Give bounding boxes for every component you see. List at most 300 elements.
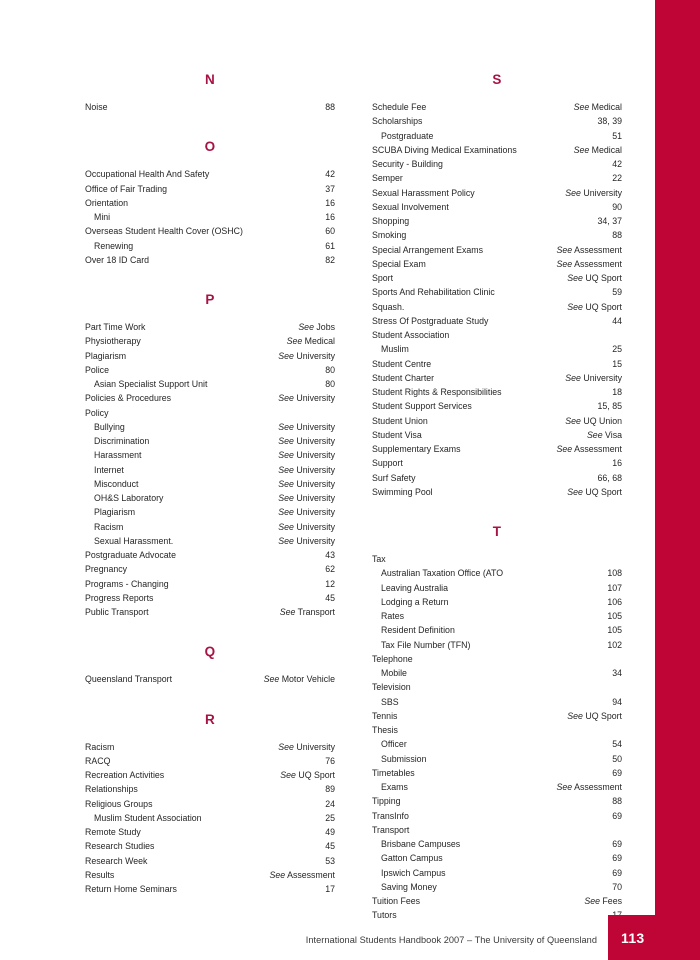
index-leader-dots <box>420 472 598 481</box>
index-page-reference: 16 <box>325 197 335 208</box>
index-leader-dots <box>431 358 612 367</box>
index-entry[interactable] <box>372 200 622 214</box>
index-leader-dots <box>506 386 613 395</box>
index-entry[interactable] <box>85 562 335 576</box>
index-page-reference: 60 <box>325 226 335 237</box>
index-column-right <box>372 72 622 923</box>
index-page-reference: 42 <box>612 159 622 169</box>
see-label: See <box>278 421 294 432</box>
index-entry[interactable] <box>372 766 622 780</box>
index-entry[interactable] <box>85 377 335 391</box>
index-entry[interactable] <box>85 349 335 363</box>
index-entry-label: Tipping <box>372 796 401 807</box>
index-leader-dots <box>177 535 276 544</box>
index-entry[interactable] <box>85 505 335 519</box>
index-entry-label: TransInfo <box>372 810 409 821</box>
index-leader-dots <box>142 783 325 792</box>
see-label: See <box>278 741 294 752</box>
index-entry-list <box>372 552 622 923</box>
index-entry-label: Australian Taxation Office (ATO <box>381 568 504 579</box>
index-page-reference: 44 <box>612 315 622 326</box>
index-entry[interactable] <box>372 880 622 894</box>
index-cross-reference: See Jobs <box>298 322 335 332</box>
index-entry[interactable] <box>372 414 622 428</box>
index-entry-label: Lodging a Return <box>381 596 449 607</box>
see-label: See <box>278 450 294 461</box>
index-page-reference: 45 <box>325 841 335 852</box>
index-entry-label: Misconduct <box>94 478 139 489</box>
index-entry[interactable] <box>372 157 622 171</box>
index-entry[interactable] <box>85 797 335 811</box>
index-page-reference: 37 <box>325 183 335 194</box>
index-entry-label: Officer <box>381 739 407 750</box>
index-leader-dots <box>156 798 325 807</box>
index-entry[interactable] <box>372 566 622 580</box>
index-leader-dots <box>413 215 597 224</box>
index-entry-label: SBS <box>381 696 399 707</box>
index-entry[interactable] <box>372 680 622 694</box>
index-entry[interactable] <box>372 399 622 413</box>
index-cross-reference: See Medical <box>573 102 622 112</box>
index-entry[interactable] <box>372 114 622 128</box>
index-entry[interactable] <box>372 485 622 499</box>
index-leader-dots <box>114 755 325 764</box>
index-leader-dots <box>447 852 613 861</box>
index-leader-dots <box>125 421 276 430</box>
see-label: See <box>565 372 581 383</box>
index-page-reference: 38, 39 <box>597 116 622 127</box>
index-entry[interactable] <box>372 652 622 666</box>
index-leader-dots <box>433 486 566 495</box>
index-page-reference: 105 <box>607 611 622 621</box>
index-page-reference: 69 <box>612 810 622 821</box>
index-entry-label: Tennis <box>372 710 398 721</box>
index-entry[interactable] <box>372 271 622 285</box>
index-entry[interactable] <box>85 740 335 754</box>
index-entry-label: Discrimination <box>94 436 150 446</box>
index-leader-dots <box>123 521 276 530</box>
index-entry-label: Squash. <box>372 301 405 312</box>
index-cross-reference: See University <box>565 372 622 383</box>
index-entry[interactable] <box>372 285 622 299</box>
see-label: See <box>298 322 314 332</box>
index-leader-dots <box>153 254 325 263</box>
index-entry-label: Student Charter <box>372 372 435 383</box>
index-entry[interactable] <box>372 666 622 680</box>
index-leader-dots <box>441 881 612 890</box>
index-entry-list <box>85 167 335 267</box>
index-entry[interactable] <box>372 837 622 851</box>
index-leader-dots <box>153 606 278 615</box>
index-leader-dots <box>403 172 612 181</box>
index-entry-label: Renewing <box>94 240 134 251</box>
index-page-reference: 16 <box>325 212 335 222</box>
index-entry[interactable] <box>85 839 335 853</box>
index-page-reference: 80 <box>325 379 335 389</box>
index-entry[interactable] <box>372 894 622 908</box>
index-leader-dots <box>428 415 564 424</box>
index-entry[interactable] <box>372 129 622 143</box>
index-entry-label: Police <box>85 364 109 375</box>
index-entry-label: Semper <box>372 173 403 184</box>
index-entry[interactable] <box>372 638 622 652</box>
index-entry[interactable] <box>85 672 335 686</box>
index-leader-dots <box>118 869 267 878</box>
index-entry[interactable] <box>372 866 622 880</box>
index-entry[interactable] <box>85 182 335 196</box>
index-page-reference: 66, 68 <box>597 472 622 483</box>
index-entry-list <box>85 672 335 686</box>
index-entry[interactable] <box>85 548 335 562</box>
see-label: See <box>556 244 573 255</box>
index-entry[interactable] <box>372 186 622 200</box>
index-entry[interactable] <box>372 314 622 328</box>
index-page-reference: 108 <box>607 568 622 579</box>
see-label: See <box>278 436 294 446</box>
index-leader-dots <box>145 321 296 330</box>
index-entry[interactable] <box>85 754 335 768</box>
index-page-reference: 80 <box>325 364 335 375</box>
index-entry[interactable] <box>85 520 335 534</box>
index-entry[interactable] <box>85 491 335 505</box>
index-entry[interactable] <box>372 257 622 271</box>
index-leader-dots <box>206 812 326 821</box>
index-entry[interactable] <box>85 591 335 605</box>
index-entry[interactable] <box>372 794 622 808</box>
see-label: See <box>573 102 590 112</box>
index-entry-label: Harassment <box>94 450 142 461</box>
index-entry-label: Shopping <box>372 216 410 226</box>
index-leader-dots <box>408 301 565 310</box>
index-leader-dots <box>398 724 622 733</box>
index-leader-dots <box>397 710 565 719</box>
index-leader-dots <box>476 400 598 409</box>
index-entry-label: Sexual Harassment Policy <box>372 187 475 198</box>
index-entry-label: Student Association <box>372 330 450 340</box>
index-page-reference: 88 <box>612 796 622 807</box>
index-entry-label: Office of Fair Trading <box>85 183 167 194</box>
index-entry-label: Progress Reports <box>85 592 154 603</box>
index-leader-dots <box>409 824 622 833</box>
index-entry-label: Tax <box>372 554 386 564</box>
index-entry[interactable] <box>372 780 622 794</box>
index-entry[interactable] <box>85 196 335 210</box>
index-entry-label: Sexual Harassment. <box>94 535 174 546</box>
index-entry-label: Muslim <box>381 344 409 355</box>
see-label: See <box>263 674 280 685</box>
index-entry-label: Results <box>85 869 115 880</box>
index-entry[interactable] <box>372 456 622 470</box>
index-entry[interactable] <box>85 320 335 334</box>
index-page-reference: 88 <box>325 102 335 112</box>
index-leader-dots <box>173 578 326 587</box>
index-entry[interactable] <box>85 420 335 434</box>
index-entry-label: Ipswich Campus <box>381 867 446 878</box>
index-page-reference: 18 <box>612 387 622 397</box>
index-entry[interactable] <box>372 471 622 485</box>
index-entry[interactable] <box>85 854 335 868</box>
index-page-reference: 90 <box>612 201 622 212</box>
index-entry[interactable] <box>372 709 622 723</box>
index-page-reference: 49 <box>325 827 335 837</box>
see-label: See <box>567 710 583 721</box>
index-entry[interactable] <box>372 328 622 342</box>
index-entry[interactable] <box>372 595 622 609</box>
index-entry-label: Noise <box>85 102 108 112</box>
index-entry[interactable] <box>372 442 622 456</box>
index-entry[interactable] <box>85 811 335 825</box>
index-entry[interactable] <box>372 609 622 623</box>
letter-heading-o: O <box>204 139 216 155</box>
index-entry-label: Over 18 ID Card <box>85 254 150 265</box>
index-cross-reference: See University <box>278 741 335 752</box>
index-leader-dots <box>492 315 612 324</box>
index-page-reference: 94 <box>612 696 622 707</box>
index-page-reference: 34, 37 <box>597 216 622 226</box>
index-cross-reference: See University <box>278 436 335 446</box>
index-entry[interactable] <box>85 463 335 477</box>
index-leader-dots <box>126 350 276 359</box>
index-entry[interactable] <box>372 737 622 751</box>
index-entry-label: Occupational Health And Safety <box>85 169 210 180</box>
index-entry[interactable] <box>372 371 622 385</box>
index-page-reference: 89 <box>325 784 335 795</box>
index-leader-dots <box>426 115 597 124</box>
index-entry[interactable] <box>85 253 335 267</box>
index-cross-reference: See University <box>278 507 335 518</box>
index-page-reference: 59 <box>612 287 622 298</box>
see-label: See <box>278 535 294 546</box>
index-entry-label: Programs - Changing <box>85 578 169 589</box>
index-entry-label: Research Week <box>85 855 148 866</box>
index-entry[interactable] <box>372 908 622 922</box>
index-entry-label: Plagiarism <box>85 350 127 361</box>
index-leader-dots <box>386 553 622 562</box>
footer-caption: International Students Handbook 2007 – The University of Queensland <box>305 935 597 945</box>
index-entry-label: Muslim Student Association <box>94 812 202 823</box>
index-entry[interactable] <box>372 385 622 399</box>
index-entry[interactable] <box>372 581 622 595</box>
index-entry-label: Student Support Services <box>372 401 472 412</box>
see-label: See <box>573 144 590 155</box>
index-cross-reference: See University <box>278 421 335 432</box>
index-leader-dots <box>410 229 612 238</box>
index-leader-dots <box>437 130 612 139</box>
index-page-reference: 50 <box>612 753 622 764</box>
index-entry[interactable] <box>85 334 335 348</box>
index-entry-label: Sexual Involvement <box>372 201 449 212</box>
index-entry-label: Gatton Campus <box>381 853 443 864</box>
index-entry-label: Internet <box>94 464 124 475</box>
index-leader-dots <box>450 867 613 876</box>
index-entry-label: Smoking <box>372 230 407 241</box>
index-entry-list <box>85 100 335 114</box>
index-entry-label: Student Union <box>372 415 428 426</box>
index-entry[interactable] <box>372 552 622 566</box>
index-entry-label: Surf Safety <box>372 472 416 483</box>
index-entry-label: Swimming Pool <box>372 486 433 497</box>
index-cross-reference: See UQ Sport <box>567 273 622 283</box>
index-entry-label: Racism <box>85 741 115 752</box>
index-entry-label: Postgraduate <box>381 130 434 141</box>
see-label: See <box>556 258 573 269</box>
index-entry[interactable] <box>85 239 335 253</box>
index-entry[interactable] <box>85 768 335 782</box>
index-entry[interactable] <box>85 434 335 448</box>
index-entry-label: Support <box>372 458 403 469</box>
index-leader-dots <box>408 610 607 619</box>
index-leader-dots <box>447 158 612 167</box>
index-entry[interactable] <box>85 363 335 377</box>
index-leader-dots <box>403 696 613 705</box>
index-cross-reference: See University <box>278 493 335 503</box>
index-cross-reference: See University <box>278 393 335 404</box>
index-entry[interactable] <box>85 782 335 796</box>
index-entry-label: Physiotherapy <box>85 336 141 347</box>
letter-heading-q: Q <box>204 644 216 660</box>
index-leader-dots <box>108 407 335 416</box>
index-cross-reference: See Assessment <box>556 444 622 454</box>
see-label: See <box>278 507 294 518</box>
index-page-reference: 16 <box>612 458 622 469</box>
see-label: See <box>279 607 296 617</box>
index-page-reference: 61 <box>325 240 335 251</box>
index-entry[interactable] <box>372 143 622 157</box>
index-entry-label: Sports And Rehabilitation Clinic <box>372 287 495 298</box>
index-leader-dots <box>405 795 613 804</box>
index-cross-reference: See UQ Union <box>565 415 622 426</box>
index-page-reference: 70 <box>612 881 622 892</box>
index-entry[interactable] <box>85 100 335 114</box>
index-cross-reference: See Fees <box>584 896 622 906</box>
index-page-reference: 76 <box>325 755 335 766</box>
index-entry[interactable] <box>372 823 622 837</box>
index-leader-dots <box>426 753 612 762</box>
index-entry[interactable] <box>85 825 335 839</box>
index-leader-dots <box>452 582 607 591</box>
index-leader-dots <box>158 840 325 849</box>
index-entry-label: Pregnancy <box>85 564 128 575</box>
index-entry[interactable] <box>372 228 622 242</box>
index-leader-dots <box>407 457 612 466</box>
index-page-reference: 69 <box>612 853 622 864</box>
index-entry-label: Timetables <box>372 767 415 778</box>
index-entry[interactable] <box>85 477 335 491</box>
index-page-reference: 24 <box>325 798 335 809</box>
index-entry[interactable] <box>85 224 335 238</box>
index-leader-dots <box>408 781 555 790</box>
index-page-reference: 107 <box>607 582 622 593</box>
index-entry[interactable] <box>372 623 622 637</box>
letter-heading-t: T <box>492 524 502 539</box>
index-entry-label: Telephone <box>372 653 413 664</box>
index-entry[interactable] <box>372 342 622 356</box>
see-label: See <box>278 464 294 475</box>
index-entry[interactable] <box>85 448 335 462</box>
index-entry[interactable] <box>372 723 622 737</box>
index-entry[interactable] <box>372 214 622 228</box>
index-entry-label: Policies & Procedures <box>85 393 172 404</box>
index-entry-label: Television <box>372 682 411 693</box>
index-entry-label: Tutors <box>372 910 397 921</box>
index-entry-list <box>372 100 622 499</box>
index-entry[interactable] <box>372 851 622 865</box>
index-entry[interactable] <box>85 577 335 591</box>
index-leader-dots <box>141 335 285 344</box>
index-entry[interactable] <box>372 752 622 766</box>
index-leader-dots <box>422 429 585 438</box>
index-entry-label: Resident Definition <box>381 625 455 636</box>
see-label: See <box>278 350 294 361</box>
index-entry-list <box>85 740 335 897</box>
index-entry[interactable] <box>372 100 622 114</box>
see-label: See <box>278 521 294 532</box>
index-leader-dots <box>145 826 325 835</box>
index-entry[interactable] <box>85 391 335 405</box>
index-leader-dots <box>479 187 564 196</box>
index-leader-dots <box>474 639 607 648</box>
index-entry-label: Student Rights & Responsibilities <box>372 387 502 397</box>
see-label: See <box>565 187 581 198</box>
index-entry[interactable] <box>85 605 335 619</box>
page-number-block <box>608 915 700 960</box>
index-leader-dots <box>213 168 325 177</box>
index-entry[interactable] <box>85 167 335 181</box>
index-entry[interactable] <box>372 428 622 442</box>
index-entry[interactable] <box>372 300 622 314</box>
index-page-reference: 17 <box>325 884 335 894</box>
index-entry[interactable] <box>372 243 622 257</box>
index-page-reference: 42 <box>325 169 335 180</box>
index-entry[interactable] <box>85 210 335 224</box>
see-label: See <box>278 393 294 404</box>
index-entry-label: Remote Study <box>85 827 141 837</box>
index-cross-reference: See University <box>278 350 335 361</box>
see-label: See <box>286 336 303 347</box>
index-entry[interactable] <box>85 868 335 882</box>
index-page-reference: 22 <box>612 173 622 184</box>
index-entry[interactable] <box>372 171 622 185</box>
index-cross-reference: See Medical <box>573 144 622 155</box>
index-leader-dots <box>503 567 607 576</box>
index-page-reference: 53 <box>325 855 335 866</box>
index-entry[interactable] <box>85 882 335 896</box>
page-number: 113 <box>621 929 645 946</box>
index-leader-dots <box>401 909 613 918</box>
index-entry-label: Asian Specialist Support Unit <box>94 379 208 389</box>
index-cross-reference: See Assessment <box>556 244 622 255</box>
see-label: See <box>556 444 573 454</box>
index-page-reference: 45 <box>325 592 335 603</box>
index-leader-dots <box>175 392 276 401</box>
index-entry-label: Saving Money <box>381 881 437 892</box>
index-entry[interactable] <box>372 695 622 709</box>
index-column-left <box>85 72 335 896</box>
index-entry-list <box>85 320 335 619</box>
index-entry[interactable] <box>85 406 335 420</box>
index-entry-label: Racism <box>94 521 124 532</box>
index-cross-reference: See Transport <box>279 607 335 617</box>
index-entry-label: Schedule Fee <box>372 102 427 112</box>
index-leader-dots <box>459 624 607 633</box>
index-entry-label: Relationships <box>85 784 138 795</box>
index-entry-label: Part Time Work <box>85 322 146 332</box>
index-entry[interactable] <box>372 809 622 823</box>
index-entry[interactable] <box>372 357 622 371</box>
index-entry[interactable] <box>85 534 335 548</box>
index-leader-dots <box>114 211 325 220</box>
index-entry-label: Mini <box>94 212 111 222</box>
